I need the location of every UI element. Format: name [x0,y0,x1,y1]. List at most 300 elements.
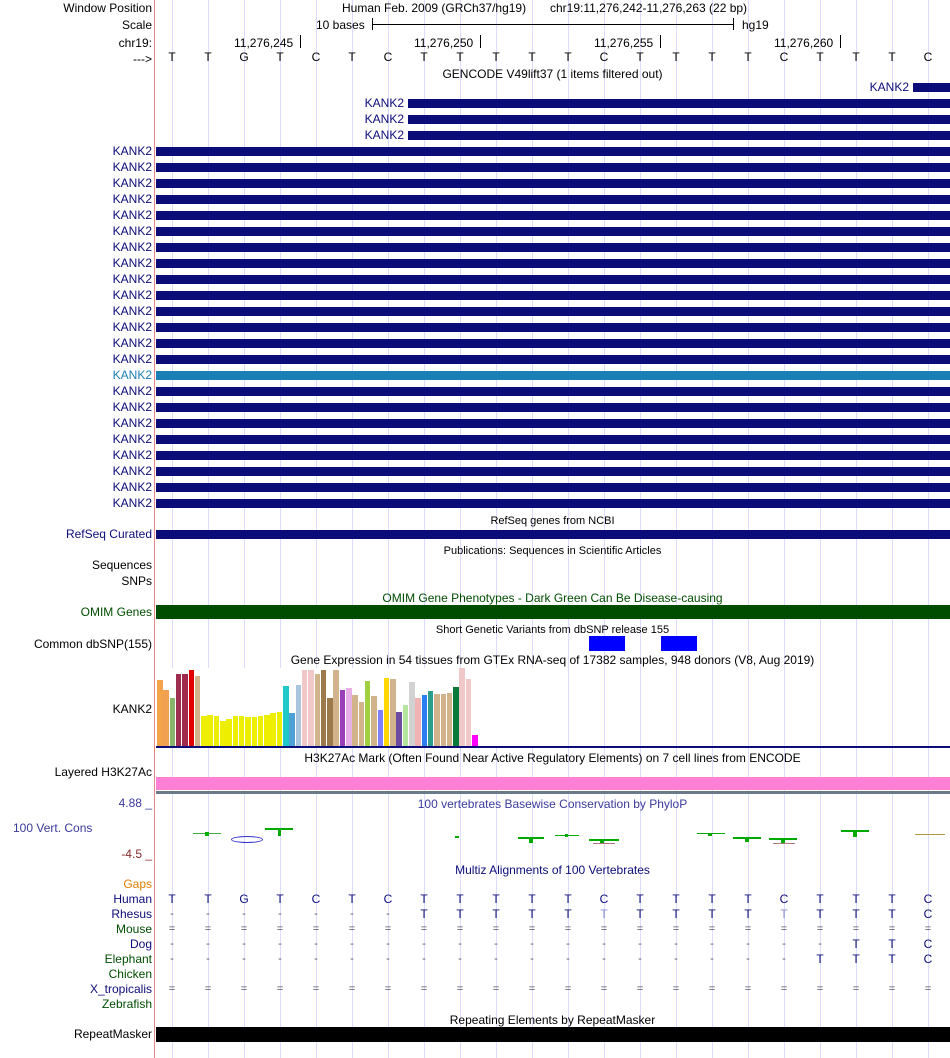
multiz-alignment-cell: - [206,908,210,920]
gencode-transcript-label[interactable]: KANK2 [364,96,404,110]
multiz-alignment-cell: T [492,892,500,906]
gtex-tissue-bar[interactable] [434,694,440,746]
multiz-alignment-cell: - [386,938,390,950]
multiz-alignment-cell: T [492,907,500,921]
gtex-tissue-bar[interactable] [346,688,352,746]
gencode-transcript-bar[interactable] [156,195,950,204]
reference-base: T [744,50,752,64]
reference-base: T [888,50,896,64]
h3k27ac-signal[interactable] [156,777,950,790]
multiz-alignment-cell: T [672,907,680,921]
gtex-tissue-bar[interactable] [472,735,478,746]
reference-base: T [276,50,284,64]
multiz-track-title: Multiz Alignments of 100 Vertebrates [455,863,650,877]
conservation-mark [745,838,749,842]
multiz-alignment-cell: = [672,923,680,935]
multiz-alignment-cell: - [314,908,318,920]
gencode-transcript-bar[interactable] [156,339,950,348]
gtex-tissue-bar[interactable] [189,670,195,746]
multiz-alignment-cell: = [276,923,284,935]
gencode-transcript-label[interactable]: KANK2 [112,464,152,478]
reference-base: T [636,50,644,64]
gencode-transcript-bar[interactable] [156,435,950,444]
gtex-tissue-bar[interactable] [359,702,365,746]
multiz-alignment-cell: = [708,923,716,935]
tick-label: 11,276,245 [234,36,294,50]
scale-label: Scale [121,18,152,32]
multiz-alignment-cell: = [600,923,608,935]
reference-base: C [311,50,321,64]
multiz-alignment-cell: T [852,892,860,906]
multiz-alignment-cell: T [708,907,716,921]
gtex-tissue-bar[interactable] [201,716,207,746]
multiz-alignment-cell: - [278,953,282,965]
gtex-tissue-bar[interactable] [283,686,289,746]
multiz-alignment-cell: T [348,892,356,906]
gtex-tissue-bar[interactable] [245,717,251,746]
scale-bar [372,24,733,25]
gtex-expression-chart[interactable] [156,668,534,746]
position-range: chr19:11,276,242-11,276,263 (22 bp) [550,1,748,15]
gtex-tissue-bar[interactable] [466,679,472,746]
multiz-species-label[interactable]: Chicken [108,967,152,981]
gencode-transcript-bar[interactable] [156,483,950,492]
multiz-alignment-cell: - [638,953,642,965]
gtex-tissue-bar[interactable] [409,682,415,746]
conservation-mark [708,833,712,836]
gtex-tissue-bar[interactable] [264,715,270,746]
gtex-tissue-bar[interactable] [422,695,428,746]
conservation-mark [529,838,533,843]
multiz-alignment-cell: C [599,892,609,906]
multiz-alignment-cell: = [600,983,608,995]
h3k27ac-baseline [156,791,950,794]
gtex-tissue-bar[interactable] [252,717,258,746]
gtex-tissue-bar[interactable] [396,712,402,746]
gencode-transcript-bar[interactable] [913,83,950,92]
gtex-track-title: Gene Expression in 54 tissues from GTEx RNA-seq of 17382 samples, 948 donors (V8, Aug 2019) [290,653,815,667]
multiz-alignment-cell: - [314,953,318,965]
multiz-alignment-cell: - [782,938,786,950]
multiz-alignment-cell: - [674,938,678,950]
gencode-transcript-label[interactable]: KANK2 [112,240,152,254]
multiz-alignment-cell: = [168,923,176,935]
multiz-species-label[interactable]: Human [113,892,152,906]
gtex-tissue-bar[interactable] [315,674,321,746]
reference-base: T [564,50,572,64]
multiz-alignment-cell: - [494,938,498,950]
multiz-alignment-cell: T [456,907,464,921]
multiz-alignment-cell: = [492,923,500,935]
gtex-tissue-bar[interactable] [163,690,169,746]
reference-base: T [528,50,536,64]
gencode-transcript-label[interactable]: KANK2 [112,288,152,302]
conservation-mark [278,829,281,836]
gtex-tissue-bar[interactable] [352,695,358,746]
gtex-track-label[interactable]: KANK2 [112,702,152,716]
gtex-baseline [156,746,950,748]
multiz-alignment-cell: T [888,952,896,966]
repeatmasker-track-label[interactable]: RepeatMasker [73,1027,152,1041]
multiz-alignment-cell: G [239,892,249,906]
multiz-alignment-cell: - [746,953,750,965]
dbsnp-track-label[interactable]: Common dbSNP(155) [33,637,152,651]
gencode-transcript-bar[interactable] [408,99,950,108]
multiz-alignment-cell: = [780,923,788,935]
multiz-alignment-cell: T [456,892,464,906]
gtex-tissue-bar[interactable] [321,670,327,746]
publications-track-title: Publications: Sequences in Scientific Articles [443,545,662,557]
tick-mark [840,35,841,48]
multiz-alignment-cell: T [816,892,824,906]
refseq-gene-bar[interactable] [156,530,950,539]
gencode-transcript-bar[interactable] [156,419,950,428]
gencode-transcript-bar[interactable] [156,147,950,156]
multiz-alignment-cell: - [314,938,318,950]
assembly-name: Human Feb. 2009 (GRCh37/hg19) [342,1,527,15]
conservation-mark [231,836,263,843]
multiz-alignment-cell: = [672,983,680,995]
gencode-transcript-bar[interactable] [156,243,950,252]
gencode-transcript-label[interactable]: KANK2 [112,160,152,174]
multiz-species-label[interactable]: Rhesus [111,907,152,921]
gencode-transcript-label[interactable]: KANK2 [112,320,152,334]
multiz-alignment-cell: T [204,892,212,906]
multiz-alignment-cell: - [170,953,174,965]
multiz-alignment-cell: T [744,892,752,906]
dbsnp-variant[interactable] [589,636,625,651]
gencode-transcript-bar[interactable] [156,163,950,172]
multiz-alignment-cell: T [672,892,680,906]
gencode-transcript-bar[interactable] [156,227,950,236]
gencode-transcript-bar[interactable] [156,275,950,284]
omim-track-label[interactable]: OMIM Genes [80,605,152,619]
gtex-tissue-bar[interactable] [415,698,421,746]
multiz-species-label[interactable]: Mouse [115,922,152,936]
multiz-alignment-cell: - [566,953,570,965]
multiz-alignment-cell: = [240,983,248,995]
gtex-tissue-bar[interactable] [157,680,163,746]
conservation-mark [915,834,945,835]
gencode-transcript-bar[interactable] [408,115,950,124]
multiz-alignment-cell: - [494,953,498,965]
conservation-mark [593,843,615,844]
tick-mark [660,35,661,48]
multiz-alignment-cell: - [566,938,570,950]
gencode-transcript-label[interactable]: KANK2 [112,352,152,366]
conservation-track-label[interactable]: 100 Vert. Cons [13,821,93,835]
multiz-alignment-cell: - [278,908,282,920]
reference-base: T [492,50,500,64]
multiz-alignment-cell: = [780,983,788,995]
reference-base: G [239,50,249,64]
multiz-alignment-cell: = [636,923,644,935]
multiz-alignment-cell: = [420,983,428,995]
gencode-transcript-label[interactable]: KANK2 [112,304,152,318]
gencode-transcript-bar[interactable] [156,467,950,476]
gencode-transcript-bar[interactable] [156,179,950,188]
multiz-alignment-cell: - [386,908,390,920]
gtex-tissue-bar[interactable] [340,690,346,746]
multiz-alignment-cell: T [744,907,752,921]
multiz-alignment-cell: T [168,892,176,906]
gtex-tissue-bar[interactable] [441,694,447,746]
reference-base: T [816,50,824,64]
multiz-alignment-cell: - [710,938,714,950]
gtex-tissue-bar[interactable] [277,712,283,746]
gencode-transcript-label[interactable]: KANK2 [112,336,152,350]
multiz-alignment-cell: = [564,923,572,935]
multiz-alignment-cell: T [852,952,860,966]
gtex-tissue-bar[interactable] [333,670,339,746]
conservation-mark [205,832,209,836]
multiz-alignment-cell: - [350,908,354,920]
multiz-alignment-cell: = [312,923,320,935]
reference-base: C [599,50,609,64]
multiz-alignment-cell: - [818,938,822,950]
gtex-tissue-bar[interactable] [226,719,232,746]
gencode-transcript-label[interactable]: KANK2 [364,112,404,126]
multiz-alignment-cell: = [492,983,500,995]
multiz-alignment-cell: = [168,983,176,995]
conservation-mark [773,843,795,844]
multiz-alignment-cell: - [350,938,354,950]
multiz-alignment-cell: - [386,953,390,965]
gtex-tissue-bar[interactable] [239,716,245,746]
gencode-transcript-label[interactable]: KANK2 [112,448,152,462]
tick-label: 11,276,255 [594,36,654,50]
omim-track-title: OMIM Gene Phenotypes - Dark Green Can Be Disease-causing [382,591,723,605]
scale-bar-left-tick [372,18,373,30]
multiz-alignment-cell: - [422,953,426,965]
multiz-alignment-cell: = [816,923,824,935]
conservation-track-title: 100 vertebrates Basewise Conservation by PhyloP [417,797,688,811]
multiz-alignment-cell: T [816,907,824,921]
gtex-tissue-bar[interactable] [220,721,226,746]
repeatmasker-track-title: Repeating Elements by RepeatMasker [449,1013,656,1027]
dbsnp-track-title: Short Genetic Variants from dbSNP release 155 [435,624,670,636]
multiz-alignment-cell: T [420,892,428,906]
reference-base: T [708,50,716,64]
gencode-transcript-bar[interactable] [156,323,950,332]
multiz-alignment-cell: = [924,923,932,935]
gencode-transcript-label[interactable]: KANK2 [112,416,152,430]
gtex-tissue-bar[interactable] [384,678,390,746]
gencode-transcript-label[interactable]: KANK2 [112,208,152,222]
conservation-mark [589,839,619,841]
gtex-tissue-bar[interactable] [195,676,201,746]
multiz-alignment-cell: C [923,937,933,951]
gtex-tissue-bar[interactable] [459,668,465,746]
multiz-alignment-cell: = [924,983,932,995]
multiz-alignment-cell: = [564,983,572,995]
gencode-track-title: GENCODE V49lift37 (1 items filtered out) [442,67,663,81]
multiz-alignment-cell: C [311,892,321,906]
multiz-alignment-cell: - [602,938,606,950]
multiz-alignment-cell: T [528,907,536,921]
gencode-transcript-label[interactable]: KANK2 [112,272,152,286]
reference-base: T [348,50,356,64]
multiz-alignment-cell: T [852,937,860,951]
reference-base: T [420,50,428,64]
gtex-tissue-bar[interactable] [233,716,239,746]
tick-mark [480,35,481,48]
multiz-alignment-cell: T [528,892,536,906]
reference-base: C [779,50,789,64]
gtex-tissue-bar[interactable] [365,681,371,746]
multiz-alignment-cell: - [458,953,462,965]
conservation-mark [853,831,857,837]
multiz-alignment-cell: T [888,937,896,951]
multiz-species-label[interactable]: Zebrafish [101,997,152,1011]
gencode-transcript-label[interactable]: KANK2 [112,432,152,446]
gtex-tissue-bar[interactable] [453,687,459,746]
conservation-max-label: 4.88 _ [118,796,152,810]
gencode-transcript-bar[interactable] [156,403,950,412]
multiz-alignment-cell: = [744,923,752,935]
multiz-alignment-cell: - [422,938,426,950]
gencode-transcript-bar[interactable] [156,355,950,364]
multiz-alignment-cell: = [384,983,392,995]
multiz-alignment-cell: = [528,983,536,995]
multiz-gaps-label: Gaps [123,877,152,891]
repeatmasker-element[interactable] [156,1027,950,1042]
gencode-transcript-label[interactable]: KANK2 [112,384,152,398]
multiz-alignment-cell: = [420,923,428,935]
gtex-tissue-bar[interactable] [403,705,409,746]
multiz-alignment-cell: = [852,983,860,995]
multiz-alignment-cell: C [923,952,933,966]
strand-label: ---> [133,52,152,66]
multiz-alignment-cell: C [383,892,393,906]
multiz-alignment-cell: T [636,892,644,906]
gencode-transcript-label[interactable]: KANK2 [112,176,152,190]
gencode-transcript-label[interactable]: KANK2 [112,496,152,510]
multiz-alignment-cell: - [242,953,246,965]
gtex-tissue-bar[interactable] [327,698,333,746]
tick-label: 11,276,260 [774,36,834,50]
multiz-alignment-cell: = [636,983,644,995]
gencode-transcript-bar[interactable] [156,499,950,508]
reference-base: T [168,50,176,64]
gtex-tissue-bar[interactable] [170,698,176,746]
multiz-alignment-cell: T [636,907,644,921]
gtex-tissue-bar[interactable] [296,685,302,746]
gtex-tissue-bar[interactable] [176,674,182,746]
gencode-transcript-label[interactable]: KANK2 [364,128,404,142]
conservation-mark [565,834,568,837]
multiz-alignment-cell: - [170,938,174,950]
snps-track-label[interactable]: SNPs [121,574,152,588]
gencode-transcript-label[interactable]: KANK2 [112,224,152,238]
multiz-alignment-cell: = [348,983,356,995]
gtex-tissue-bar[interactable] [289,713,295,746]
multiz-alignment-cell: T [600,907,608,921]
multiz-alignment-cell: - [710,953,714,965]
multiz-alignment-cell: T [780,907,788,921]
omim-gene-bar[interactable] [156,605,950,619]
multiz-alignment-cell: = [204,923,212,935]
multiz-alignment-cell: - [746,938,750,950]
gtex-tissue-bar[interactable] [308,670,314,746]
gtex-tissue-bar[interactable] [302,670,308,746]
multiz-alignment-cell: C [923,907,933,921]
multiz-alignment-cell: = [888,983,896,995]
dbsnp-variant[interactable] [661,636,697,651]
scale-db: hg19 [742,18,769,32]
multiz-alignment-cell: T [276,892,284,906]
multiz-alignment-cell: T [708,892,716,906]
gencode-transcript-bar[interactable] [156,291,950,300]
gtex-tissue-bar[interactable] [428,691,434,746]
gtex-tissue-bar[interactable] [258,716,264,746]
gencode-transcript-label[interactable]: KANK2 [869,80,909,94]
multiz-species-label[interactable]: Dog [129,937,152,951]
gencode-transcript-label[interactable]: KANK2 [112,400,152,414]
gtex-tissue-bar[interactable] [390,679,396,746]
multiz-alignment-cell: - [206,938,210,950]
gtex-tissue-bar[interactable] [270,713,276,746]
multiz-alignment-cell: - [530,953,534,965]
multiz-alignment-cell: = [312,983,320,995]
gtex-tissue-bar[interactable] [447,693,453,746]
gtex-tissue-bar[interactable] [378,710,384,746]
tick-label: 11,276,250 [414,36,474,50]
conservation-mark [455,836,459,838]
reference-base: T [672,50,680,64]
publications-track-label[interactable]: Sequences [91,558,152,572]
gencode-transcript-bar[interactable] [156,211,950,220]
gencode-transcript-bar[interactable] [156,387,950,396]
gencode-transcript-bar-highlighted[interactable] [156,371,950,380]
gencode-transcript-label[interactable]: KANK2 [112,144,152,158]
multiz-alignment-cell: T [816,952,824,966]
gencode-transcript-label[interactable]: KANK2 [112,480,152,494]
h3k27ac-track-label[interactable]: Layered H3K27Ac [54,765,152,779]
gencode-transcript-label[interactable]: KANK2 [112,368,152,382]
multiz-alignment-cell: C [923,892,933,906]
multiz-alignment-cell: - [602,953,606,965]
multiz-alignment-cell: - [638,938,642,950]
multiz-species-label[interactable]: Elephant [104,952,152,966]
gencode-transcript-label[interactable]: KANK2 [112,256,152,270]
multiz-alignment-cell: = [204,983,212,995]
window-position-label: Window Position [63,1,152,15]
gtex-tissue-bar[interactable] [371,696,377,746]
multiz-alignment-cell: = [456,983,464,995]
gtex-tissue-bar[interactable] [207,715,213,746]
gencode-transcript-label[interactable]: KANK2 [112,192,152,206]
multiz-alignment-cell: T [420,907,428,921]
tick-mark [300,35,301,48]
gencode-transcript-bar[interactable] [408,131,950,140]
gtex-tissue-bar[interactable] [214,716,220,746]
multiz-alignment-cell: T [888,892,896,906]
multiz-alignment-cell: - [242,938,246,950]
reference-base: T [456,50,464,64]
multiz-alignment-cell: = [240,923,248,935]
multiz-species-label[interactable]: X_tropicalis [89,982,152,996]
gencode-transcript-bar[interactable] [156,307,950,316]
refseq-track-label[interactable]: RefSeq Curated [65,527,152,541]
gencode-transcript-bar[interactable] [156,451,950,460]
conservation-min-label: -4.5 _ [121,847,152,861]
multiz-alignment-cell: - [530,938,534,950]
reference-base: C [923,50,933,64]
scale-text: 10 bases [316,18,365,32]
gencode-transcript-bar[interactable] [156,259,950,268]
gtex-tissue-bar[interactable] [182,674,188,746]
